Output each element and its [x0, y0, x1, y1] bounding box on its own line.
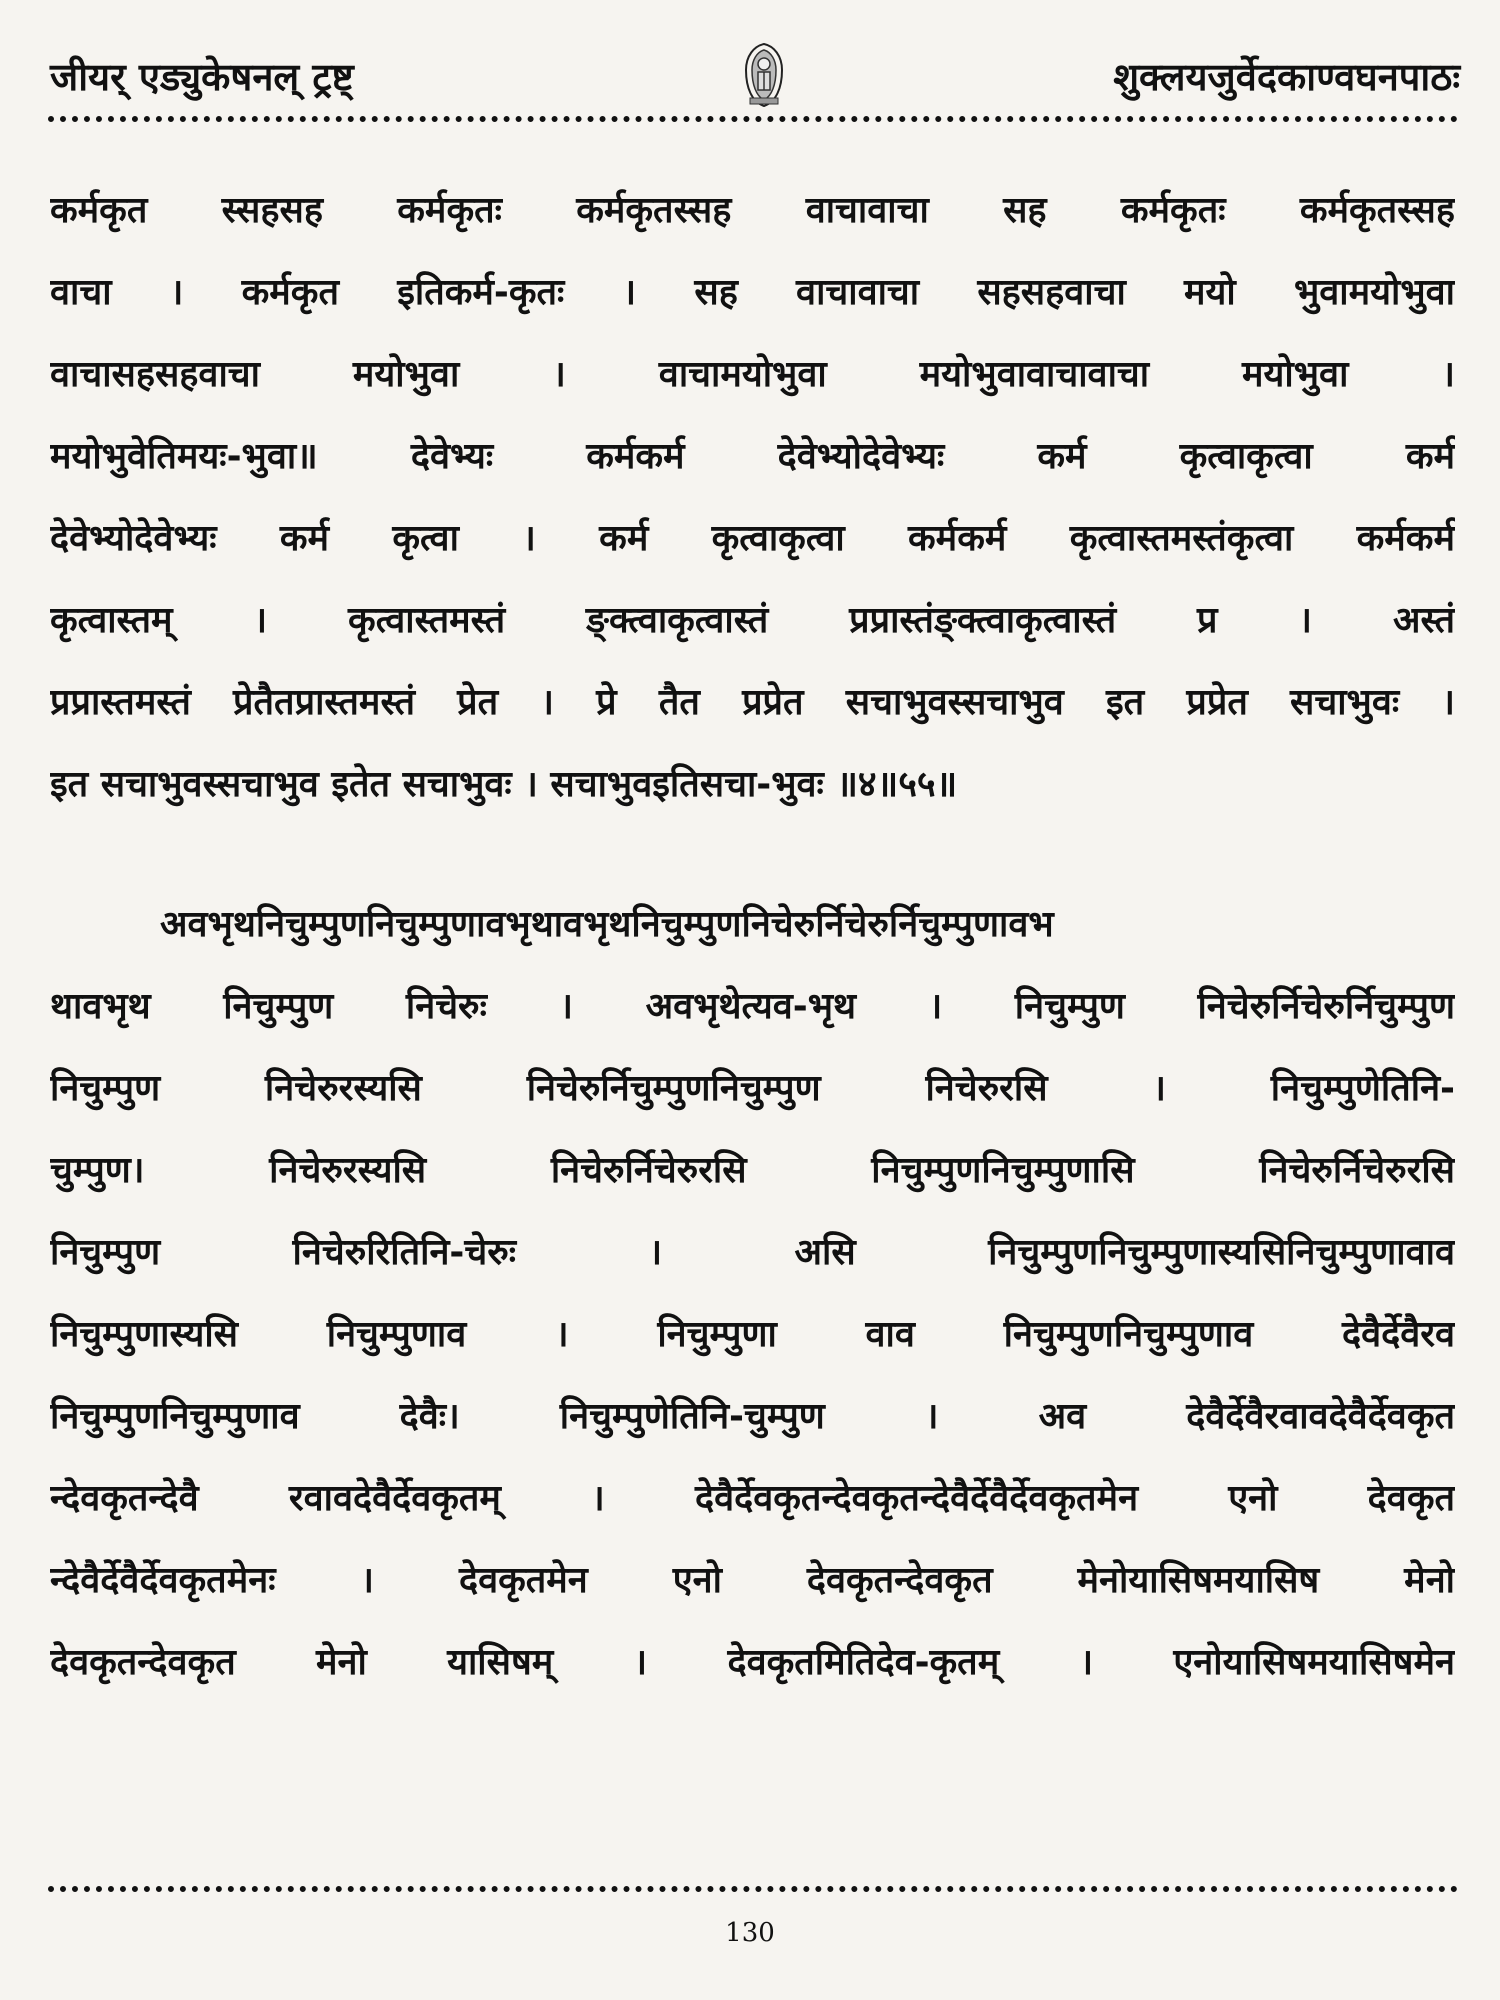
running-header: [50, 42, 1460, 112]
text-line: देवेभ्योदेवेभ्यः कर्म कृत्वा । कर्म कृत्वाकृत्वा कर्मकर्म कृत्वास्तमस्तंकृत्वा कर्मकर्म: [50, 518, 1455, 559]
text-line: निचुम्पुण निचेरुरस्यसि निचेरुर्निचुम्पुणनिचुम्पुण निचेरुरसि । निचुम्पुणेतिनि-: [50, 1068, 1455, 1109]
paragraph-1: [50, 170, 1455, 826]
text-line: कृत्वास्तम् । कृत्वास्तमस्तं ङ्क्त्वाकृत्वास्तं प्रप्रास्तंङ्क्त्वाकृत्वास्तं प्र । अस्तं: [50, 600, 1455, 641]
header-left-title: जीयर् एड्युकेषनल् ट्रष्ट्: [50, 55, 354, 99]
text-line: वाचा । कर्मकृत इतिकर्म-कृतः । सह वाचावाचा सहसहवाचा मयो भुवामयोभुवा: [50, 272, 1455, 313]
text-line: न्देवैर्देवैर्देवकृतमेनः । देवकृतमेन एनो देवकृतन्देवकृत मेनोयासिषमयासिष मेनो: [50, 1560, 1455, 1601]
text-line: इत सचाभुवस्सचाभुव इतेत सचाभुवः । सचाभुवइतिसचा-भुवः ॥४॥५५॥: [50, 764, 958, 805]
paragraph-2: [50, 884, 1455, 1704]
text-line: न्देवकृतन्देवै रवावदेवैर्देवकृतम् । देवैर्देवकृतन्देवकृतन्देवैर्देवैर्देवकृतमेन एनो देवकृत: [50, 1478, 1455, 1519]
text-line: अवभृथनिचुम्पुणनिचुम्पुणावभृथावभृथनिचुम्पुणनिचेरुर्निचेरुर्निचुम्पुणावभ: [160, 904, 1054, 945]
text-line: प्रप्रास्तमस्तं प्रेतैतप्रास्तमस्तं प्रेत । प्रे तैत प्रप्रेत सचाभुवस्सचाभुव इत प्रप्रेत सचाभुवः ।: [50, 682, 1455, 723]
text-line: मयोभुवेतिमयः-भुवा॥ देवेभ्यः कर्मकर्म देवेभ्योदेवेभ्यः कर्म कृत्वाकृत्वा कर्म: [50, 436, 1455, 477]
ghana-patha-text: [50, 170, 1455, 1704]
footer-divider: [48, 1886, 1458, 1892]
page-number: 130: [725, 1918, 775, 1948]
text-line: थावभृथ निचुम्पुण निचेरुः । अवभृथेत्यव-भृथ । निचुम्पुण निचेरुर्निचेरुर्निचुम्पुण: [50, 986, 1455, 1027]
deity-emblem-icon: [738, 42, 790, 108]
text-line: कर्मकृत स्सहसह कर्मकृतः कर्मकृतस्सह वाचावाचा सह कर्मकृतः कर्मकृतस्सह: [50, 190, 1455, 231]
text-line: वाचासहसहवाचा मयोभुवा । वाचामयोभुवा मयोभुवावाचावाचा मयोभुवा ।: [50, 354, 1455, 395]
header-right-title: शुक्लयजुर्वेदकाण्वघनपाठः: [1113, 55, 1460, 99]
header-divider: [48, 116, 1458, 122]
text-line: देवकृतन्देवकृत मेनो यासिषम् । देवकृतमितिदेव-कृतम् । एनोयासिषमयासिषमेन: [50, 1642, 1455, 1683]
text-line: चुम्पुण। निचेरुरस्यसि निचेरुर्निचेरुरसि निचुम्पुणनिचुम्पुणासि निचेरुर्निचेरुरसि: [50, 1150, 1455, 1191]
text-line: निचुम्पुणास्यसि निचुम्पुणाव । निचुम्पुणा वाव निचुम्पुणनिचुम्पुणाव देवैर्देवैरव: [50, 1314, 1455, 1355]
text-line: निचुम्पुणनिचुम्पुणाव देवैः। निचुम्पुणेतिनि-चुम्पुण । अव देवैर्देवैरवावदेवैर्देवकृत: [50, 1396, 1455, 1437]
text-line: निचुम्पुण निचेरुरितिनि-चेरुः । असि निचुम्पुणनिचुम्पुणास्यसिनिचुम्पुणावाव: [50, 1232, 1455, 1273]
